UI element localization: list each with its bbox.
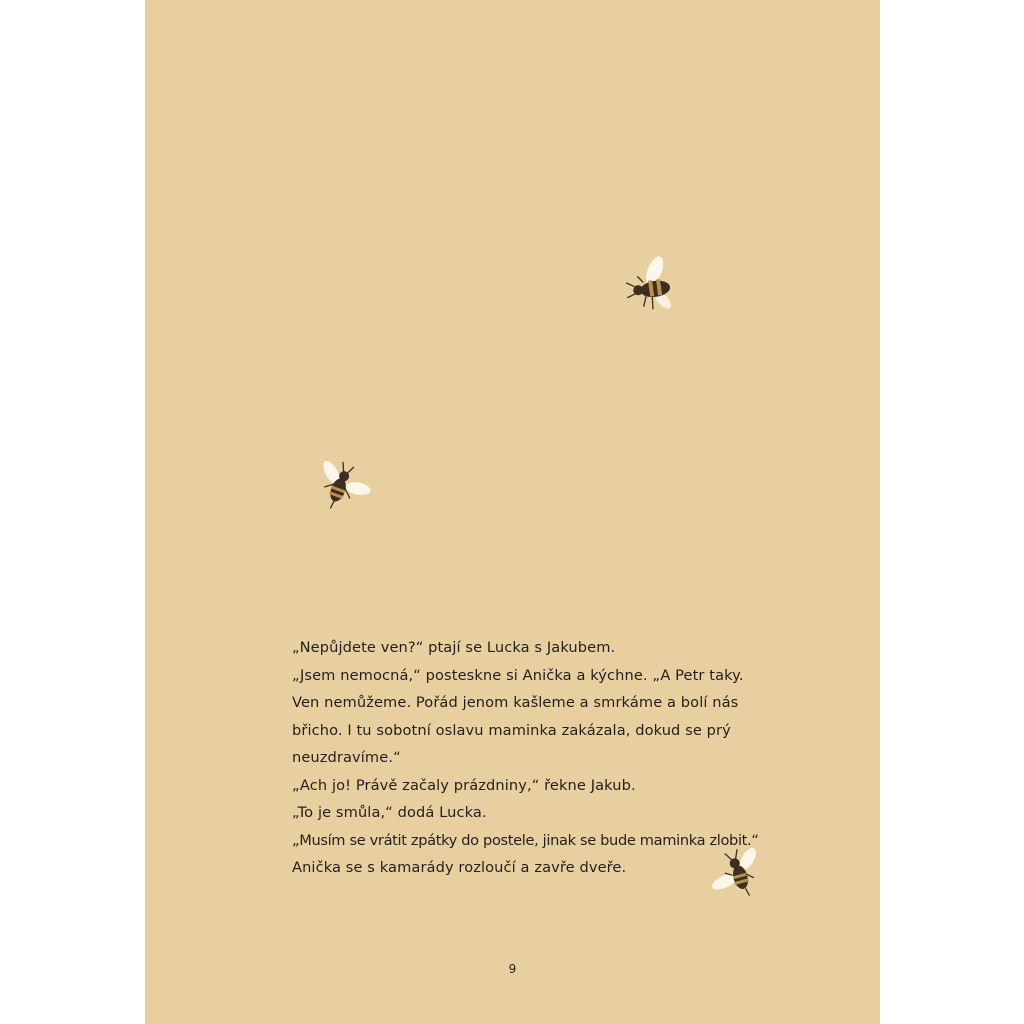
story-line: „Nepůjdete ven?“ ptají se Lucka s Jakubem. <box>292 639 616 656</box>
story-line: Ven nemůžeme. Pořád jenom kašleme a smrkáme a bolí nás <box>292 694 739 711</box>
story-line: Anička se s kamarády rozloučí a zavře dveře. <box>292 859 627 876</box>
book-page <box>145 0 880 1024</box>
page-number: 9 <box>508 962 517 976</box>
story-line: „Jsem nemocná,“ posteskne si Anička a kýchne. „A Petr taky. <box>292 666 744 684</box>
story-text <box>292 634 762 882</box>
story-line: břicho. I tu sobotní oslavu maminka zakázala, dokud se prý <box>292 721 731 739</box>
bee-icon <box>310 455 374 515</box>
story-line: „Musím se vrátit zpátky do postele, jinak se bude maminka zlobit.“ <box>292 831 759 849</box>
story-line: „To je smůla,“ dodá Lucka. <box>292 804 487 821</box>
bee-icon <box>617 256 677 320</box>
story-line: neuzdravíme.“ <box>292 749 401 766</box>
story-line: „Ach jo! Právě začaly prázdniny,“ řekne Jakub. <box>292 776 636 794</box>
